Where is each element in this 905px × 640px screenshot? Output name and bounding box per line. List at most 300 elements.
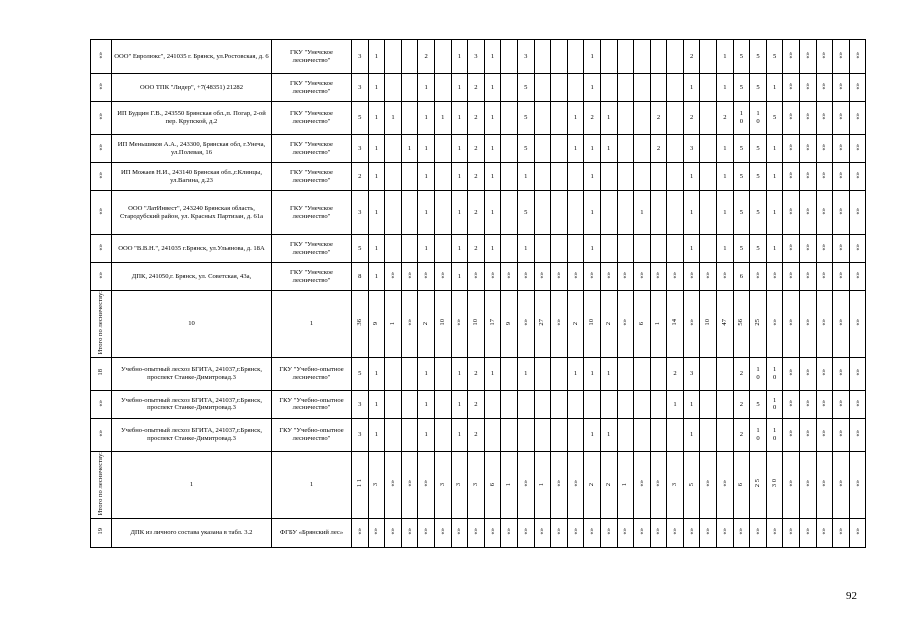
data-cell <box>517 357 534 390</box>
cell-value: 5 <box>756 244 760 252</box>
data-cell <box>534 163 551 191</box>
data-cell <box>717 74 734 102</box>
data-cell <box>584 102 601 135</box>
data-cell <box>385 135 402 163</box>
data-cell <box>401 163 418 191</box>
cell-value: «» <box>471 528 479 535</box>
data-cell <box>816 163 833 191</box>
row-number-cell <box>91 102 112 135</box>
cell-value: 5 <box>739 52 744 60</box>
data-cell <box>750 451 767 518</box>
forestry-cell: ГКУ "Унечское лесничество" <box>272 163 352 191</box>
cell-value: «» <box>488 271 496 279</box>
organization-cell: Учебно-опытный лесхоз БГИТА, 241037,г.Брянск, проспект Станке-Димитровад.3 <box>112 418 272 451</box>
cell-value: 1 <box>424 144 428 152</box>
data-cell <box>434 451 451 518</box>
data-cell <box>733 263 750 291</box>
data-cell <box>849 390 866 418</box>
data-cell <box>401 191 418 235</box>
data-cell <box>800 102 817 135</box>
cell-value: 1 <box>457 400 461 408</box>
cell-value: «» <box>820 528 828 535</box>
data-cell <box>800 235 817 263</box>
data-cell <box>717 291 734 358</box>
cell-value: 2 <box>474 244 478 252</box>
data-cell <box>634 291 651 358</box>
data-cell <box>617 418 634 451</box>
data-cell <box>733 451 750 518</box>
data-cell <box>683 40 700 74</box>
data-cell <box>551 263 568 291</box>
data-cell <box>783 102 800 135</box>
cell-value: 3 <box>471 482 479 487</box>
cell-value: 9 <box>372 321 380 326</box>
data-cell <box>567 102 584 135</box>
data-cell <box>484 191 501 235</box>
row-number: «» <box>97 243 104 251</box>
cell-value: «» <box>621 528 629 535</box>
data-cell <box>733 74 750 102</box>
data-cell <box>849 451 866 518</box>
cell-value: 3 <box>474 52 478 60</box>
data-cell <box>401 357 418 390</box>
data-cell <box>434 291 451 358</box>
data-cell <box>600 418 617 451</box>
data-cell <box>600 291 617 358</box>
data-cell <box>816 191 833 235</box>
cell-value: «» <box>853 207 861 215</box>
data-cell <box>567 291 584 358</box>
data-cell <box>434 263 451 291</box>
cell-value: 1 <box>690 208 694 216</box>
data-cell <box>584 291 601 358</box>
cell-value: 2 <box>739 370 744 378</box>
data-cell <box>617 163 634 191</box>
cell-value: «» <box>704 480 712 487</box>
data-cell <box>418 263 435 291</box>
cell-value: 1 <box>374 172 379 180</box>
data-cell <box>600 390 617 418</box>
data-cell <box>750 291 767 358</box>
cell-value: «» <box>837 51 845 59</box>
cell-value: «» <box>521 528 529 535</box>
data-cell <box>634 263 651 291</box>
data-cell <box>617 40 634 74</box>
cell-value: 3 <box>358 400 362 408</box>
cell-value: 1 <box>374 400 379 408</box>
data-cell <box>617 135 634 163</box>
data-cell <box>833 74 850 102</box>
data-cell <box>600 102 617 135</box>
cell-value: 1 <box>640 208 644 216</box>
data-cell <box>451 451 468 518</box>
data-cell <box>368 163 385 191</box>
row-number-cell <box>91 451 112 518</box>
data-cell <box>783 418 800 451</box>
data-cell <box>617 451 634 518</box>
cell-value: 1 <box>490 52 495 60</box>
data-cell <box>584 135 601 163</box>
row-number: «» <box>97 82 104 90</box>
table-row <box>91 135 866 163</box>
data-cell <box>567 451 584 518</box>
data-cell <box>634 163 651 191</box>
data-cell <box>484 390 501 418</box>
data-cell <box>717 418 734 451</box>
cell-value: 1 <box>590 144 594 152</box>
data-cell <box>501 102 518 135</box>
data-cell <box>766 418 783 451</box>
data-cell <box>717 163 734 191</box>
data-cell <box>600 518 617 547</box>
cell-value: «» <box>803 143 811 151</box>
data-cell <box>451 235 468 263</box>
cell-value: «» <box>654 271 662 279</box>
data-cell <box>667 74 684 102</box>
data-cell <box>849 74 866 102</box>
cell-value: «» <box>554 480 562 487</box>
data-cell <box>700 163 717 191</box>
cell-value: 17 <box>488 319 496 326</box>
cell-value: 1 <box>772 83 777 91</box>
cell-value: 1 <box>607 144 611 152</box>
data-cell <box>650 102 667 135</box>
data-cell <box>468 135 485 163</box>
data-cell <box>352 135 369 163</box>
total-value-cell: 10 <box>112 291 272 358</box>
data-cell <box>600 191 617 235</box>
data-cell <box>468 74 485 102</box>
cell-value: 5 <box>756 208 760 216</box>
cell-value: 2 <box>474 431 478 439</box>
data-cell <box>650 263 667 291</box>
data-cell <box>667 418 684 451</box>
data-cell <box>849 102 866 135</box>
data-cell <box>800 191 817 235</box>
cell-value: «» <box>405 528 413 535</box>
cell-value: 1 <box>374 431 379 439</box>
data-cell <box>617 191 634 235</box>
total-value-cell: 1 <box>272 451 352 518</box>
data-cell <box>401 135 418 163</box>
organization-cell: ООО" Евролюкс", 241035 г. Брянск, ул.Ростовская, д. 6 <box>112 40 272 74</box>
cell-value: «» <box>438 528 446 535</box>
data-cell <box>667 191 684 235</box>
data-cell <box>567 357 584 390</box>
organization-cell: Учебно-опытный лесхоз БГИТА, 241037,г.Брянск, проспект Станке-Димитровад.3 <box>112 390 272 418</box>
data-cell <box>634 357 651 390</box>
cell-value: 1 <box>490 370 495 378</box>
cell-value: «» <box>787 399 795 407</box>
data-cell <box>766 390 783 418</box>
data-cell <box>584 263 601 291</box>
cell-value: 5 <box>756 52 760 60</box>
data-cell <box>750 74 767 102</box>
forestry-cell: ГКУ "Учебно-опытное лесничество" <box>272 390 352 418</box>
cell-value: 1 <box>391 114 395 122</box>
cell-value: «» <box>720 480 728 487</box>
data-cell <box>484 40 501 74</box>
cell-value: «» <box>853 528 861 535</box>
data-cell <box>683 135 700 163</box>
data-cell <box>451 163 468 191</box>
data-cell <box>800 291 817 358</box>
data-cell <box>733 291 750 358</box>
cell-value: «» <box>671 528 679 535</box>
data-cell <box>833 191 850 235</box>
cell-value: 1 <box>374 208 379 216</box>
data-cell <box>501 74 518 102</box>
cell-value: «» <box>803 271 811 279</box>
data-cell <box>816 40 833 74</box>
data-cell <box>418 357 435 390</box>
data-cell <box>484 291 501 358</box>
data-cell <box>368 263 385 291</box>
cell-value: «» <box>787 369 795 376</box>
forestry-cell: ГКУ "Унечское лесничество" <box>272 235 352 263</box>
data-cell <box>750 163 767 191</box>
cell-value: 1 1 <box>355 479 363 488</box>
cell-value: 1 <box>424 244 428 252</box>
cell-value: «» <box>803 113 811 120</box>
data-cell <box>551 102 568 135</box>
cell-value: 1 <box>573 144 578 152</box>
data-cell <box>418 291 435 358</box>
data-cell <box>352 40 369 74</box>
cell-value: «» <box>803 171 811 179</box>
data-cell <box>517 390 534 418</box>
data-cell <box>534 135 551 163</box>
cell-value: «» <box>405 480 413 487</box>
forestry-cell: ФГБУ «Брянский лес» <box>272 518 352 547</box>
data-cell <box>600 263 617 291</box>
cell-value: «» <box>770 271 778 279</box>
cell-value: «» <box>803 430 811 437</box>
cell-value: 1 <box>590 208 594 216</box>
cell-value: 56 <box>737 319 745 326</box>
row-number: «» <box>97 430 104 437</box>
cell-value: «» <box>787 51 795 59</box>
cell-value: «» <box>853 243 861 251</box>
row-number-cell <box>91 291 112 358</box>
data-cell <box>600 135 617 163</box>
cell-value: 1 <box>772 172 777 180</box>
cell-value: «» <box>853 430 861 437</box>
cell-value: 1 <box>573 370 578 378</box>
data-cell <box>683 263 700 291</box>
cell-value: 2 <box>604 321 612 326</box>
row-number-cell <box>91 40 112 74</box>
data-cell <box>650 357 667 390</box>
data-cell <box>551 40 568 74</box>
data-cell <box>766 518 783 547</box>
cell-value: 2 <box>690 52 694 60</box>
cell-value: 1 <box>772 208 777 216</box>
data-cell <box>750 390 767 418</box>
cell-value: «» <box>787 271 795 279</box>
data-cell <box>750 135 767 163</box>
data-cell <box>700 418 717 451</box>
data-cell <box>352 163 369 191</box>
cell-value: 10 <box>438 319 446 326</box>
cell-value: 2 <box>422 321 430 326</box>
cell-value: 1 <box>424 400 428 408</box>
cell-value: «» <box>787 207 795 215</box>
cell-value: «» <box>820 319 828 326</box>
cell-value: 1 0 <box>739 110 744 125</box>
data-cell <box>717 235 734 263</box>
cell-value: 3 <box>358 83 362 91</box>
data-cell <box>401 451 418 518</box>
cell-value: 1 <box>723 172 727 180</box>
cell-value: «» <box>571 271 579 279</box>
cell-value: «» <box>837 369 845 376</box>
row-number-cell <box>91 357 112 390</box>
data-cell <box>833 451 850 518</box>
cell-value: «» <box>588 528 596 535</box>
cell-value: 36 <box>355 319 363 326</box>
data-cell <box>683 291 700 358</box>
cell-value: «» <box>787 171 795 179</box>
cell-value: 3 <box>455 482 463 487</box>
cell-value: «» <box>820 82 828 90</box>
cell-value: 6 <box>737 482 745 487</box>
data-cell <box>567 191 584 235</box>
row-number: «» <box>97 399 104 407</box>
cell-value: 1 <box>772 144 777 152</box>
data-cell <box>849 163 866 191</box>
data-cell <box>451 191 468 235</box>
cell-value: «» <box>820 430 828 437</box>
cell-value: 2 <box>571 321 579 326</box>
data-cell <box>634 451 651 518</box>
cell-value: 1 <box>590 83 594 91</box>
cell-value: 1 <box>457 370 461 378</box>
cell-value: «» <box>837 243 845 251</box>
data-cell <box>833 40 850 74</box>
organization-cell: ДПК из личного состава указана в табл. 3.2 <box>112 518 272 547</box>
data-cell <box>683 451 700 518</box>
data-cell <box>501 518 518 547</box>
cell-value: «» <box>820 243 828 251</box>
cell-value: «» <box>388 480 396 487</box>
data-cell <box>468 191 485 235</box>
cell-value: 1 <box>441 114 445 122</box>
data-cell <box>766 163 783 191</box>
cell-value: 3 <box>524 52 528 60</box>
cell-value: 3 <box>358 431 362 439</box>
data-cell <box>783 74 800 102</box>
cell-value: «» <box>637 480 645 487</box>
cell-value: 6 <box>637 321 645 326</box>
data-cell <box>766 191 783 235</box>
cell-value: 1 <box>690 172 694 180</box>
data-cell <box>551 390 568 418</box>
cell-value: «» <box>853 480 861 487</box>
cell-value: 1 <box>490 172 495 180</box>
cell-value: «» <box>837 207 845 215</box>
cell-value: 1 <box>690 244 694 252</box>
data-cell <box>800 74 817 102</box>
cell-value: «» <box>803 243 811 251</box>
data-cell <box>783 163 800 191</box>
data-cell <box>468 40 485 74</box>
cell-value: 1 <box>505 482 513 487</box>
data-cell <box>418 235 435 263</box>
cell-value: 1 <box>590 172 594 180</box>
data-cell <box>451 518 468 547</box>
cell-value: 1 <box>524 172 528 180</box>
cell-value: «» <box>554 271 562 279</box>
data-cell <box>517 135 534 163</box>
cell-value: «» <box>571 528 579 535</box>
cell-value: 1 <box>424 208 428 216</box>
data-cell <box>750 418 767 451</box>
cell-value: «» <box>853 271 861 279</box>
cell-value: «» <box>720 528 728 535</box>
cell-value: 5 <box>524 83 528 91</box>
cell-value: 1 <box>690 83 694 91</box>
data-cell <box>700 451 717 518</box>
cell-value: 5 <box>772 52 777 60</box>
data-cell <box>451 135 468 163</box>
cell-value: «» <box>803 480 811 487</box>
cell-value: 2 <box>723 114 727 122</box>
cell-value: 5 <box>756 400 760 408</box>
table-row <box>91 357 866 390</box>
data-cell <box>484 74 501 102</box>
data-cell <box>484 357 501 390</box>
cell-value: 1 <box>374 52 379 60</box>
data-cell <box>600 235 617 263</box>
data-cell <box>501 163 518 191</box>
data-cell <box>534 451 551 518</box>
data-cell <box>434 191 451 235</box>
cell-value: 2 <box>474 370 478 378</box>
data-cell <box>401 263 418 291</box>
cell-value: «» <box>654 480 662 487</box>
data-cell <box>634 390 651 418</box>
cell-value: «» <box>588 271 596 279</box>
data-cell <box>733 135 750 163</box>
data-cell <box>517 291 534 358</box>
data-cell <box>600 74 617 102</box>
row-number-cell <box>91 518 112 547</box>
data-cell <box>667 102 684 135</box>
data-cell <box>451 40 468 74</box>
data-cell <box>717 390 734 418</box>
cell-value: «» <box>521 319 529 326</box>
table-body <box>91 40 866 548</box>
data-cell <box>551 451 568 518</box>
cell-value: «» <box>853 113 861 120</box>
table-row <box>91 191 866 235</box>
data-cell <box>833 263 850 291</box>
data-cell <box>849 418 866 451</box>
data-cell <box>733 390 750 418</box>
cell-value: 1 0 <box>772 396 777 412</box>
data-cell <box>650 163 667 191</box>
organization-cell: ИП Будцин Г.В., 243550 Брянская обл.,п. Погар, 2-ой пер. Крупской, д.2 <box>112 102 272 135</box>
cell-value: 3 <box>438 482 446 487</box>
data-cell <box>750 357 767 390</box>
data-cell <box>650 74 667 102</box>
cell-value: «» <box>787 319 795 326</box>
data-cell <box>617 74 634 102</box>
data-cell <box>584 451 601 518</box>
data-cell <box>551 357 568 390</box>
data-cell <box>501 291 518 358</box>
